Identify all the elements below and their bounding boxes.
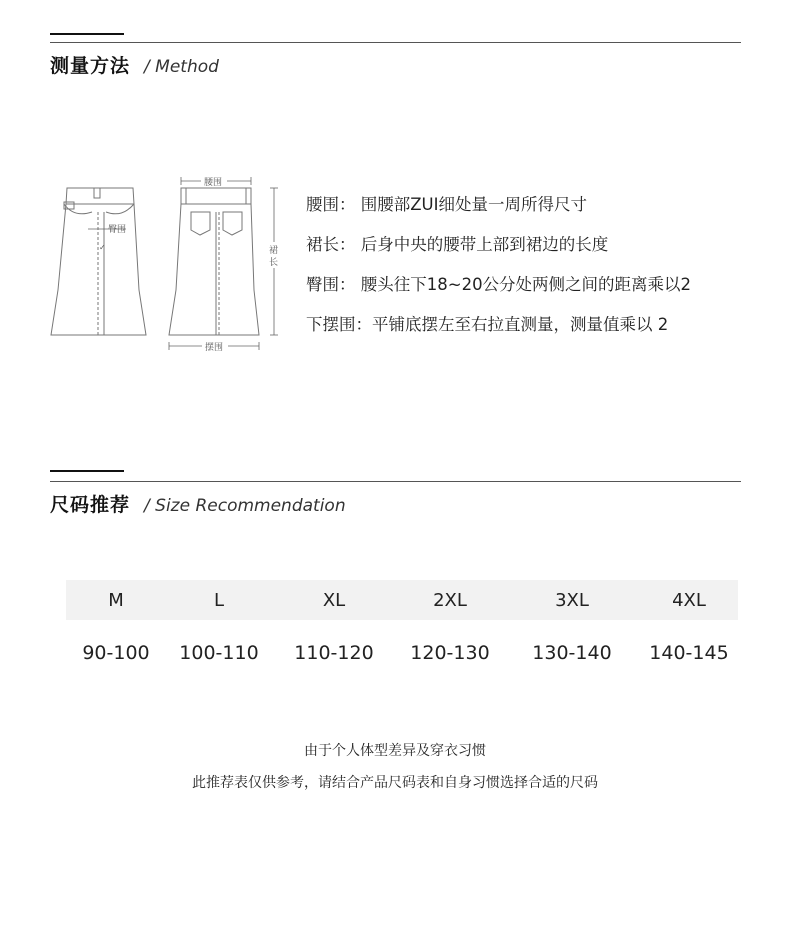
size-header-row <box>66 580 738 620</box>
range-row <box>66 620 738 686</box>
method-title-zh: 测量方法 <box>50 55 131 77</box>
range-cell: 90-100 <box>82 642 150 664</box>
skirt-front-drawing <box>51 188 146 335</box>
disclaimer-line-2: 此推荐表仅供参考，请结合产品尺码表和自身习惯选择合适的尺码 <box>192 775 598 791</box>
size-cell: 4XL <box>672 589 706 611</box>
skirt-back-drawing <box>169 188 259 335</box>
method-title-en: / Method <box>144 57 219 77</box>
size-recommendation-table <box>66 580 738 686</box>
size-title-en: / Size Recommendation <box>144 496 346 516</box>
hip-instruction: 臀围： 腰头往下18~20公分处两侧之间的距离乘以2 <box>306 275 692 294</box>
section-accent-rule <box>50 33 124 35</box>
range-cell: 140-145 <box>649 642 729 664</box>
skirt-measurement-diagram <box>48 172 296 362</box>
size-cell: 2XL <box>433 589 467 611</box>
range-cell: 100-110 <box>179 642 259 664</box>
range-cell: 130-140 <box>532 642 612 664</box>
waist-label: 腰围 <box>204 178 223 188</box>
size-cell: 3XL <box>555 589 589 611</box>
size-cell: M <box>108 589 124 611</box>
hem-label: 摆围 <box>205 343 224 353</box>
size-title-zh: 尺码推荐 <box>50 494 131 516</box>
size-section-title <box>50 490 346 517</box>
section-divider <box>50 42 741 43</box>
waist-instruction: 腰围： 围腰部ZUI细处量一周所得尺寸 <box>306 195 587 214</box>
size-cell: L <box>213 589 225 611</box>
length-instruction: 裙长： 后身中央的腰带上部到裙边的长度 <box>306 235 609 254</box>
section-accent-rule <box>50 470 124 472</box>
length-label-1: 裙 <box>269 246 279 256</box>
range-cell: 120-130 <box>410 642 490 664</box>
method-section-title <box>50 51 219 78</box>
hip-label: 臀围 <box>108 225 127 235</box>
range-cell: 110-120 <box>294 642 374 664</box>
hem-instruction: 下摆围：平铺底摆左至右拉直测量，测量值乘以 2 <box>306 315 669 334</box>
measurement-instructions <box>306 193 776 353</box>
svg-text:✓: ✓ <box>99 243 106 252</box>
section-divider <box>50 481 741 482</box>
size-cell: XL <box>322 589 346 611</box>
length-label-2: 长 <box>269 258 279 268</box>
disclaimer-line-1: 由于个人体型差异及穿衣习惯 <box>304 743 486 759</box>
